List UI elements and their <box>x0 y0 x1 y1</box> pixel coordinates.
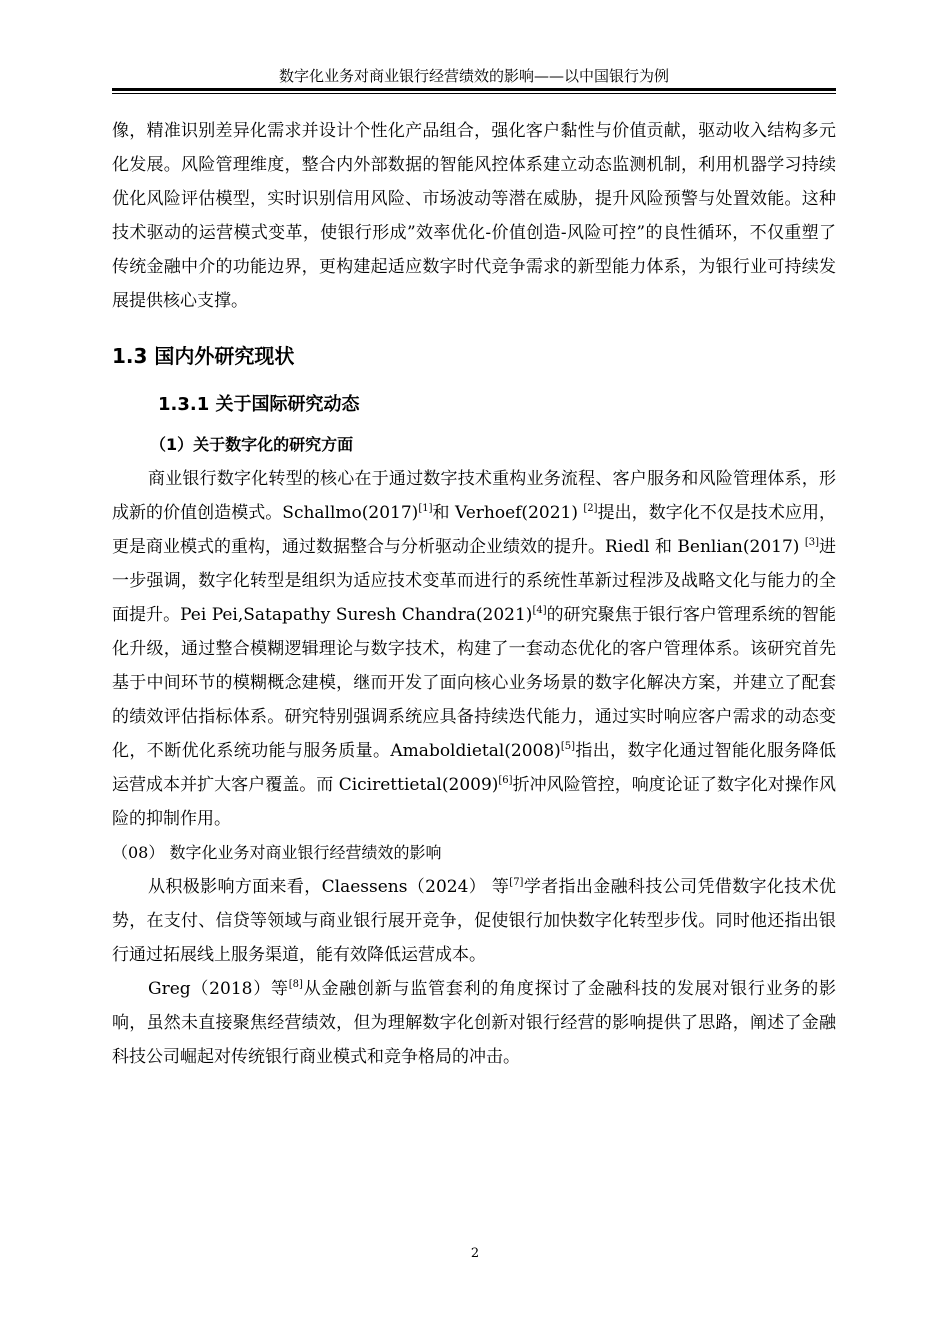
paragraph-greg <box>112 972 836 1074</box>
citation-ref: [3] <box>804 537 819 548</box>
citation-ref: [5] <box>560 741 575 752</box>
citation-ref: [4] <box>532 605 547 616</box>
page-body <box>112 114 836 1074</box>
paragraph-digitalization-research <box>112 462 836 836</box>
header-rule-thick <box>112 88 836 91</box>
citation-ref: [6] <box>498 775 513 786</box>
header-rule-thin <box>112 93 836 94</box>
text-run: 进一步强调，数字化转型是组织为适应技术变革而进行的系统性革新过程涉及战略文化与能力的全面提升。Pei Pei,Satapathy Suresh Chandra(2021) <box>112 537 836 625</box>
text-run: 提出，数字化不仅是技术应用，更是商业模式的重构，通过数据整合与分析驱动企业绩效的提升。Riedl 和 Benlian(2017) <box>112 503 837 557</box>
citation-ref: [7] <box>509 877 524 888</box>
citation-ref: [2] <box>583 503 598 514</box>
text-run: 商业银行数字化转型的核心在于通过数字技术重构业务流程、客户服务和风险管理体系，形成新的价值创造模式。Schallmo(2017) <box>112 469 836 523</box>
running-header: 数字化业务对商业银行经营绩效的影响——以中国银行为例 <box>278 67 669 85</box>
text-run: 从积极影响方面来看，Claessens（2024） 等 <box>148 877 510 897</box>
text-run: 和 Verhoef(2021) <box>432 503 584 523</box>
section-heading: 1.3 国内外研究现状 <box>112 344 295 368</box>
paragraph-continued: 像，精准识别差异化需求并设计个性化产品组合，强化客户黏性与价值贡献，驱动收入结构多元化发展。风险管理维度，整合内外部数据的智能风控体系建立动态监测机制，利用机器学习持续优化风险评估模型，实时识别信用风险、市场波动等潜在威胁，提升风险预警与处置效能。这种技术驱动的运营模式变革，使银行形成”效率优化-价值创造-风险可控”的良性循环，不仅重塑了传统金融中介的功能边界，更构建起适应数字时代竞争需求的新型能力体系，为银行业可持续发展提供核心支撑。 <box>112 121 836 311</box>
text-run: 学者指出金融科技公司凭借数字化技术优势，在支付、信贷等领域与商业银行展开竞争，促使银行加快数字化转型步伐。同时他还指出银行通过拓展线上服务渠道，能有效降低运营成本。 <box>112 877 836 965</box>
list-heading-08: （08） 数字化业务对商业银行经营绩效的影响 <box>112 843 442 862</box>
citation-ref: [8] <box>288 979 303 990</box>
text-run: 的研究聚焦于银行客户管理系统的智能化升级，通过整合模糊逻辑理论与数字技术，构建了一套动态优化的客户管理体系。该研究首先基于中间环节的模糊概念建模，继而开发了面向核心业务场景的数字化解决方案，并建立了配套的绩效评估指标体系。研究特别强调系统应具备持续迭代能力，通过实时响应客户需求的动态变化，不断优化系统功能与服务质量。Amaboldietal(2008) <box>112 605 836 761</box>
text-run: 从金融创新与监管套利的角度探讨了金融科技的发展对银行业务的影响，虽然未直接聚焦经营绩效，但为理解数字化创新对银行经营的影响提供了思路，阐述了金融科技公司崛起对传统银行商业模式和竞争格局的冲击。 <box>112 979 836 1067</box>
subsubsection-heading: （1）关于数字化的研究方面 <box>150 435 354 454</box>
subsection-heading: 1.3.1 关于国际研究动态 <box>158 394 360 415</box>
page-number: 2 <box>470 1246 480 1261</box>
text-run: 指出，数字化通过智能化服务降低运营成本并扩大客户覆盖。而 Cicirettietal(2009) <box>112 741 836 795</box>
text-run: Greg（2018）等 <box>148 979 289 999</box>
citation-ref: [1] <box>418 503 433 514</box>
text-run: 折冲风险管控，响度论证了数字化对操作风险的抑制作用。 <box>112 775 837 829</box>
paragraph-positive-impact <box>112 870 836 972</box>
